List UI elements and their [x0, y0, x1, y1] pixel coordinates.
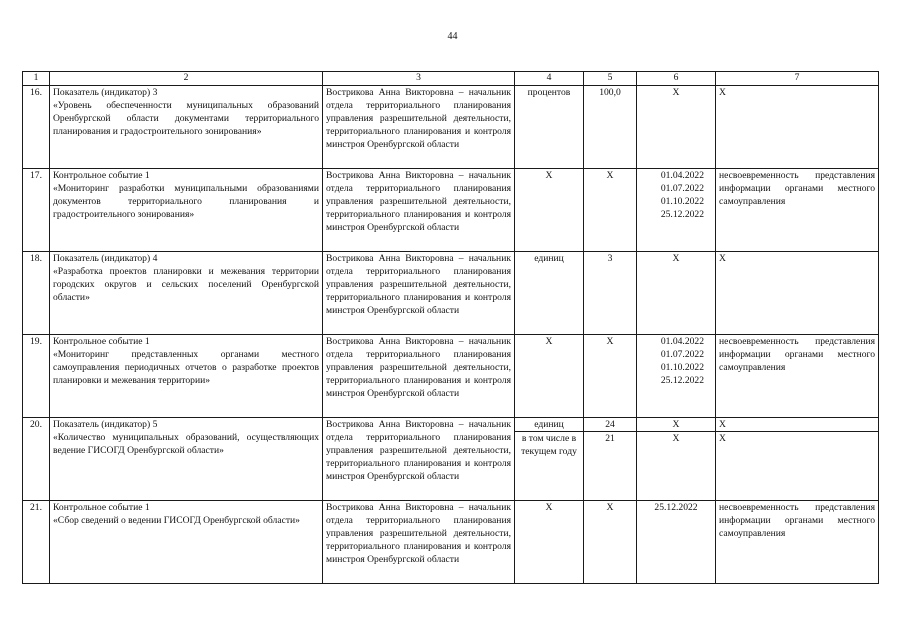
deadline-date: 01.07.2022 [660, 349, 704, 360]
value-cell: Х [584, 501, 637, 584]
indicator-description: «Разработка проектов планировки и межевания территории городских округов и сельских поселений Оренбургской области» [53, 266, 319, 303]
row-number: 16. [23, 86, 50, 169]
table-row [23, 335, 879, 418]
column-number: 3 [323, 72, 515, 86]
indicator-description: «Мониторинг разработки муниципальными образованиями документов территориального планирования и градостроительного зонирования» [53, 183, 319, 220]
row-number: 19. [23, 335, 50, 418]
indicator-cell [50, 335, 323, 418]
value-cell: Х [584, 335, 637, 418]
column-number-row [23, 72, 879, 86]
column-number: 7 [716, 72, 879, 86]
indicator-title: Показатель (индикатор) 4 [53, 253, 158, 264]
table-row [23, 86, 879, 169]
column-number: 1 [23, 72, 50, 86]
indicator-cell [50, 86, 323, 169]
deadline-cell [637, 418, 716, 501]
responsible-person: Вострикова Анна Викторовна – начальник отдела территориального планирования управления разрешительной деятельности, территориального планирования и контроля минстроя Оренбургской области [323, 501, 515, 584]
column-number: 2 [50, 72, 323, 86]
row-number: 17. [23, 169, 50, 252]
unit-current-year: в том числе в текущем году [515, 431, 583, 458]
responsible-person: Вострикова Анна Викторовна – начальник отдела территориального планирования управления разрешительной деятельности, территориального планирования и контроля минстроя Оренбургской области [323, 86, 515, 169]
value-cell: 100,0 [584, 86, 637, 169]
indicator-description: «Уровень обеспеченности муниципальных образований Оренбургской области документами территориального планирования и градостроительного зонирования» [53, 100, 319, 137]
indicator-cell [50, 252, 323, 335]
value-cell [584, 418, 637, 501]
deadline-cell: 25.12.2022 [637, 501, 716, 584]
unit-cell: Х [515, 169, 584, 252]
unit-cell: процентов [515, 86, 584, 169]
value-cell: Х [584, 169, 637, 252]
indicator-cell [50, 169, 323, 252]
deadline-date: 01.10.2022 [660, 362, 704, 373]
risk-cell: несвоевременность представления информации органами местного самоуправления [716, 169, 879, 252]
risk-total: Х [719, 419, 726, 430]
risk-cell: несвоевременность представления информации органами местного самоуправления [716, 501, 879, 584]
deadline-current-year: Х [637, 431, 715, 445]
value-cell: 3 [584, 252, 637, 335]
unit-cell: Х [515, 501, 584, 584]
indicator-title: Контрольное событие 1 [53, 170, 150, 181]
plan-table [22, 71, 879, 584]
row-number: 20. [23, 418, 50, 501]
page-number: 44 [447, 31, 458, 42]
indicator-description: «Мониторинг представленных органами местного самоуправления периодичных отчетов о разработке проектов планировки и межевания территории» [53, 349, 319, 386]
unit-total: единиц [534, 419, 564, 430]
unit-cell: Х [515, 335, 584, 418]
table-row [23, 252, 879, 335]
indicator-title: Показатель (индикатор) 5 [53, 419, 158, 430]
unit-cell: единиц [515, 252, 584, 335]
deadline-date: 01.04.2022 [660, 170, 704, 181]
deadline-total: Х [672, 419, 680, 430]
column-number: 6 [637, 72, 716, 86]
deadline-date: 01.04.2022 [660, 336, 704, 347]
indicator-description: «Количество муниципальных образований, осуществляющих ведение ГИСОГД Оренбургской области» [53, 432, 319, 456]
risk-cell: Х [716, 252, 879, 335]
value-total: 24 [605, 419, 615, 430]
risk-current-year: Х [716, 431, 878, 445]
row-number: 18. [23, 252, 50, 335]
responsible-person: Вострикова Анна Викторовна – начальник отдела территориального планирования управления разрешительной деятельности, территориального планирования и контроля минстроя Оренбургской области [323, 418, 515, 501]
responsible-person: Вострикова Анна Викторовна – начальник отдела территориального планирования управления разрешительной деятельности, территориального планирования и контроля минстроя Оренбургской области [323, 252, 515, 335]
responsible-person: Вострикова Анна Викторовна – начальник отдела территориального планирования управления разрешительной деятельности, территориального планирования и контроля минстроя Оренбургской области [323, 335, 515, 418]
indicator-cell [50, 418, 323, 501]
table-row [23, 169, 879, 252]
indicator-title: Показатель (индикатор) 3 [53, 87, 158, 98]
deadline-cell [637, 169, 716, 252]
indicator-title: Контрольное событие 1 [53, 336, 150, 347]
value-current-year: 21 [584, 431, 636, 445]
column-number: 5 [584, 72, 637, 86]
indicator-cell [50, 501, 323, 584]
row-number: 21. [23, 501, 50, 584]
unit-cell [515, 418, 584, 501]
column-number: 4 [515, 72, 584, 86]
deadline-cell: Х [637, 252, 716, 335]
deadline-date: 25.12.2022 [660, 209, 704, 220]
deadline-date: 01.07.2022 [660, 183, 704, 194]
deadline-date: 25.12.2022 [660, 375, 704, 386]
risk-cell [716, 418, 879, 501]
indicator-title: Контрольное событие 1 [53, 502, 150, 513]
responsible-person: Вострикова Анна Викторовна – начальник отдела территориального планирования управления разрешительной деятельности, территориального планирования и контроля минстроя Оренбургской области [323, 169, 515, 252]
deadline-cell: Х [637, 86, 716, 169]
indicator-description: «Сбор сведений о ведении ГИСОГД Оренбургской области» [53, 515, 300, 526]
table-row [23, 501, 879, 584]
deadline-date: 01.10.2022 [660, 196, 704, 207]
deadline-cell [637, 335, 716, 418]
risk-cell: несвоевременность представления информации органами местного самоуправления [716, 335, 879, 418]
table-row [23, 418, 879, 501]
risk-cell: Х [716, 86, 879, 169]
